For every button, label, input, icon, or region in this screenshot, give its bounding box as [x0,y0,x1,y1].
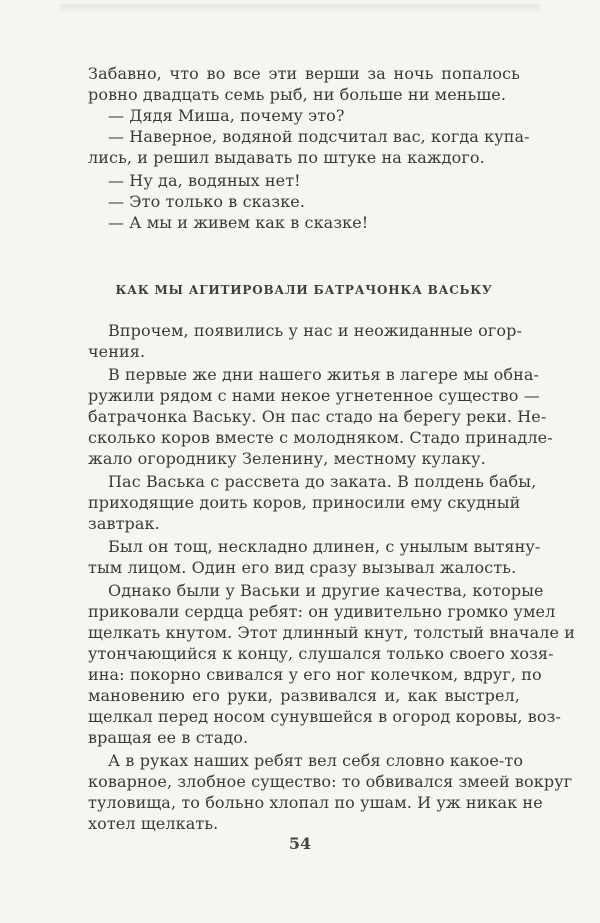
text-line: чения. [88,342,146,361]
text-line: коварное, злобное существо: то обвивался змеей вокруг [88,772,573,791]
text-line: приковали сердца ребят: он удивительно громко умел [88,602,556,621]
text-line: Был он тощ, нескладно длинен, с унылым вытяну- [108,537,541,556]
text-line: туловища, то больно хлопал по ушам. И уж никак не [88,793,543,812]
dialogue-line: — Наверное, водяной подсчитал вас, когда купа- [108,127,530,146]
page-number: 54 [288,834,312,853]
text-line: А в руках наших ребят вел себя словно какое-то [108,751,524,770]
text-line: Однако были у Васьки и другие качества, которые [108,581,544,600]
text-line: Забавно, что во все эти верши за ночь попалось [88,64,520,83]
text-line: сколько коров вместе с молодняком. Стадо принадле- [88,428,553,447]
text-line: Пас Васька с рассвета до заката. В полдень бабы, [108,472,537,491]
text-line: ина: покорно свивался у его ног колечком, вдруг, по [88,665,542,684]
text-line: вращая ее в стадо. [88,728,249,747]
text-line: ружили рядом с нами некое угнетенное существо — [88,386,540,405]
section-heading: КАК МЫ АГИТИРОВАЛИ БАТРАЧОНКА ВАСЬКУ [115,283,493,297]
text-line: завтрак. [88,514,160,533]
dialogue-line: — Ну да, водяных нет! [108,171,301,190]
text-line: лись, и решил выдавать по штуке на каждого. [88,148,485,167]
text-line: утончающийся к концу, слушался только своего хозя- [88,644,554,663]
dialogue-line: — Это только в сказке. [108,192,306,211]
text-line: мановению его руки, развивался и, как выстрел, [88,686,520,705]
dialogue-line: — Дядя Миша, почему это? [108,106,345,125]
text-line: ровно двадцать семь рыб, ни больше ни меньше. [88,85,507,104]
text-line: батрачонка Ваську. Он пас стадо на берегу реки. Не- [88,407,547,426]
text-line: щелкал перед носом сунувшейся в огород коровы, воз- [88,707,561,726]
dialogue-line: — А мы и живем как в сказке! [108,213,369,232]
text-line: тым лицом. Один его вид сразу вызывал жалость. [88,558,517,577]
text-line: щелкать кнутом. Этот длинный кнут, толстый вначале и [88,623,575,642]
scan-edge-shadow [60,4,540,14]
text-line: жало огороднику Зеленину, местному кулаку. [88,449,486,468]
text-line: В первые же дни нашего житья в лагере мы обна- [108,365,540,384]
text-line: хотел щелкать. [88,814,219,833]
text-line: приходящие доить коров, приносили ему скудный [88,493,521,512]
text-line: Впрочем, появились у нас и неожиданные огор- [108,321,522,340]
